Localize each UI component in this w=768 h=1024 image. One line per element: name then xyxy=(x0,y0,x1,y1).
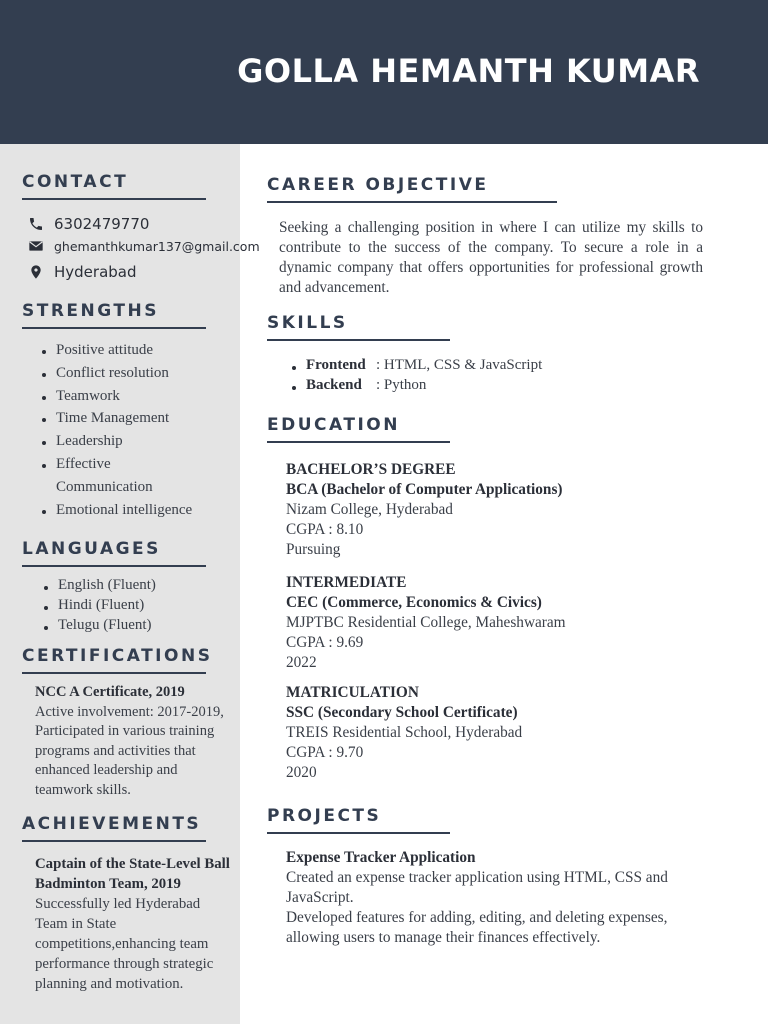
skill-label: Backend xyxy=(306,377,362,393)
education-level: MATRICULATION xyxy=(286,684,419,701)
phone-icon xyxy=(28,216,44,232)
list-item: Telugu (Fluent) xyxy=(38,615,156,635)
education-course: SSC (Secondary School Certificate) xyxy=(286,704,518,721)
email-address: ghemanthkumar137@gmail.com xyxy=(54,238,260,254)
list-item: Hindi (Fluent) xyxy=(38,595,156,615)
achievement-line: performance through strategic xyxy=(35,956,214,972)
education-divider xyxy=(267,441,450,443)
mail-icon xyxy=(28,238,44,254)
education-year: 2020 xyxy=(286,764,317,781)
list-item: English (Fluent) xyxy=(38,575,156,595)
skill-label: Frontend xyxy=(306,357,366,373)
list-item: Conflict resolution xyxy=(36,362,192,385)
languages-divider xyxy=(22,565,206,567)
education-entry xyxy=(286,460,746,560)
achievements-title: ACHIEVEMENTS xyxy=(22,814,202,834)
education-entry xyxy=(286,683,746,783)
contact-divider xyxy=(22,198,206,200)
languages-title: LANGUAGES xyxy=(22,539,161,559)
skill-item xyxy=(286,375,542,395)
contact-title: CONTACT xyxy=(22,172,129,192)
education-level: BACHELOR’S DEGREE xyxy=(286,461,456,478)
strengths-list xyxy=(36,339,192,521)
contact-location xyxy=(28,263,137,281)
certification-line: Participated in various training xyxy=(35,723,215,740)
project-entry xyxy=(286,848,726,948)
project-line: JavaScript. xyxy=(286,889,354,906)
education-entry xyxy=(286,573,746,673)
achievements-divider xyxy=(22,840,206,842)
education-course: CEC (Commerce, Economics & Civics) xyxy=(286,594,542,611)
education-school: Nizam College, Hyderabad xyxy=(286,501,453,518)
skill-value: : HTML, CSS & JavaScript xyxy=(376,357,543,373)
education-cgpa: CGPA : 9.70 xyxy=(286,744,364,761)
list-item: Positive attitude xyxy=(36,339,192,362)
achievement-line: competitions,enhancing team xyxy=(35,936,209,952)
certification-line: enhanced leadership and xyxy=(35,762,178,779)
education-year: 2022 xyxy=(286,654,317,671)
list-item: Teamwork xyxy=(36,385,192,408)
project-name: Expense Tracker Application xyxy=(286,849,476,866)
education-year: Pursuing xyxy=(286,541,341,558)
project-line: Created an expense tracker application using HTML, CSS and xyxy=(286,869,668,886)
list-item: Effective xyxy=(36,453,192,476)
education-cgpa: CGPA : 9.69 xyxy=(286,634,364,651)
contact-email xyxy=(28,238,260,254)
certification-name: NCC A Certificate, 2019 xyxy=(35,684,185,700)
education-school: MJPTBC Residential College, Maheshwaram xyxy=(286,614,566,631)
education-course: BCA (Bachelor of Computer Applications) xyxy=(286,481,563,498)
certification-line: programs and activities that xyxy=(35,742,196,759)
education-school: TREIS Residential School, Hyderabad xyxy=(286,724,523,741)
strengths-title: STRENGTHS xyxy=(22,301,159,321)
certifications-title: CERTIFICATIONS xyxy=(22,646,213,666)
header-banner xyxy=(0,0,768,144)
list-item: Leadership xyxy=(36,430,192,453)
projects-divider xyxy=(267,832,450,834)
candidate-name: GOLLA HEMANTH KUMAR xyxy=(237,52,700,90)
achievement-line: Successfully led Hyderabad xyxy=(35,896,201,912)
list-item: Time Management xyxy=(36,407,192,430)
location-text: Hyderabad xyxy=(54,263,137,281)
projects-title: PROJECTS xyxy=(267,806,382,826)
project-line: allowing users to manage their finances effectively. xyxy=(286,929,601,946)
skills-divider xyxy=(267,339,450,341)
education-cgpa: CGPA : 8.10 xyxy=(286,521,364,538)
achievement-block xyxy=(35,854,240,994)
location-pin-icon xyxy=(28,264,44,280)
certifications-divider xyxy=(22,672,206,674)
certification-line: teamwork skills. xyxy=(35,781,131,798)
achievement-heading: Captain of the State-Level Ball xyxy=(35,856,230,872)
list-item: Communication xyxy=(56,478,153,495)
contact-phone xyxy=(28,215,149,233)
skills-title: SKILLS xyxy=(267,313,348,333)
project-line: Developed features for adding, editing, and deleting expenses, xyxy=(286,909,668,926)
education-level: INTERMEDIATE xyxy=(286,574,407,591)
skill-item xyxy=(286,355,542,375)
strengths-divider xyxy=(22,327,206,329)
achievement-line: Team in State xyxy=(35,916,117,932)
achievement-heading: Badminton Team, 2019 xyxy=(35,876,181,892)
list-item: Emotional intelligence xyxy=(36,499,192,522)
certification-line: Active involvement: 2017-2019, xyxy=(35,703,224,720)
phone-number: 6302479770 xyxy=(54,215,150,233)
objective-text: Seeking a challenging position in where I can utilize my skills to contribute to the success of the company. To secure a role in a dynamic company that offers opportunities for professional growth and advancement. xyxy=(279,219,703,296)
achievement-line: planning and motivation. xyxy=(35,976,184,992)
languages-list xyxy=(38,575,156,635)
certification-block xyxy=(35,683,240,801)
objective-divider xyxy=(267,201,557,203)
objective-title: CAREER OBJECTIVE xyxy=(267,175,489,195)
skills-list xyxy=(286,355,542,395)
skill-value: : Python xyxy=(376,377,427,393)
education-title: EDUCATION xyxy=(267,415,400,435)
